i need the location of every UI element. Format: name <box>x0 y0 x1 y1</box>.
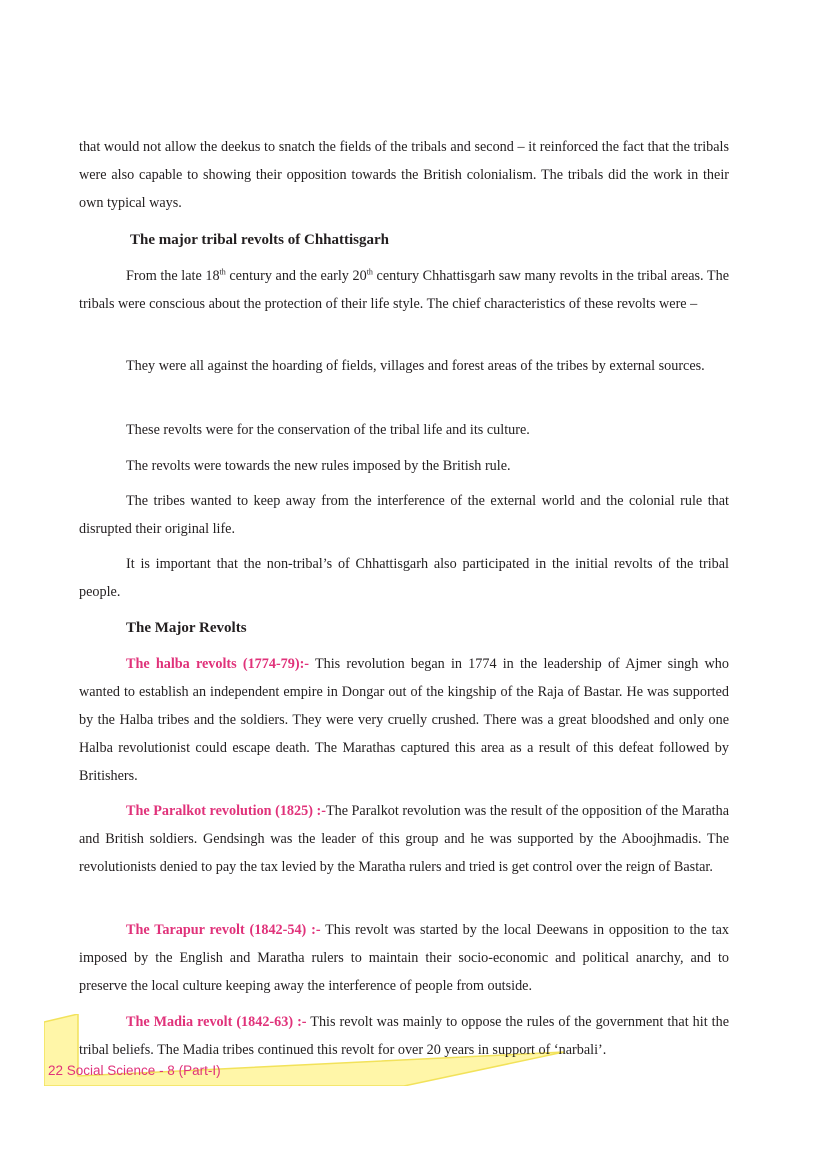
revolt-title: The Madia revolt (1842-63) :- <box>126 1014 307 1030</box>
characteristic-item: The tribes wanted to keep away from the interference of the external world and the colonial rule that disrupted their original life. <box>79 493 729 537</box>
revolt-title: The Paralkot revolution (1825) :- <box>126 803 326 819</box>
revolt-paragraph-paralkot: The Paralkot revolution (1825) :-The Paralkot revolution was the result of the opposition of the Maratha and British soldiers. Gendsingh was the leader of this group and he was supported by the Aboojhmadis. The revolutionists denied to pay the tax levied by the Maratha rulers and tried is get control over the reign of Bastar. <box>79 803 730 875</box>
revolt-title: The Tarapur revolt (1842-54) :- <box>126 922 321 938</box>
revolt-paragraph-tarapur: The Tarapur revolt (1842-54) :- This revolt was started by the local Deewans in opposition to the tax imposed by the English and Maratha rulers to maintain their socio-economic and political anarchy, and to preserve the local culture keeping away the interference of people from outside. <box>79 922 729 994</box>
revolt-paragraph-halba: The halba revolts (1774-79):- This revolution began in 1774 in the leadership of Ajmer singh who wanted to establish an independent empire in Dongar out of the kingship of the Raja of Bastar. He was supported by the Halba tribes and the soldiers. They were very cruelly crushed. There was a great bloodshed and only one Halba revolutionist could escape death. The Marathas captured this area as a result of this defeat followed by Britishers. <box>79 656 729 784</box>
characteristic-item: These revolts were for the conservation of the tribal life and its culture. <box>126 422 530 438</box>
characteristic-item: They were all against the hoarding of fields, villages and forest areas of the tribes by external sources. <box>126 358 705 374</box>
revolt-title: The halba revolts (1774-79):- <box>126 656 310 672</box>
non-tribal-paragraph: It is important that the non-tribal’s of Chhattisgarh also participated in the initial revolts of the tribal people. <box>79 556 729 600</box>
characteristic-item: The revolts were towards the new rules imposed by the British rule. <box>126 458 511 474</box>
characteristics-intro-paragraph: From the late 18th century and the early 20th century Chhattisgarh saw many revolts in the tribal areas. The tribals were conscious about the protection of their life style. The chief characteristics of these revolts were – <box>79 267 729 312</box>
intro-paragraph: that would not allow the deekus to snatch the fields of the tribals and second – it reinforced the fact that the tribals were also capable to showing their opposition towards the British colonialism. The tribals did the work in their own typical ways. <box>79 139 729 211</box>
section-heading-major-revolts: The Major Revolts <box>126 620 247 636</box>
section-heading-major-tribal-revolts: The major tribal revolts of Chhattisgarh <box>130 232 390 248</box>
page-footer: 22 Social Science - 8 (Part-I) <box>48 1063 221 1078</box>
revolt-paragraph-madia: The Madia revolt (1842-63) :- This revolt was mainly to oppose the rules of the government that hit the tribal beliefs. The Madia tribes continued this revolt for over 20 years in support of ‘narbali’. <box>79 1014 729 1058</box>
